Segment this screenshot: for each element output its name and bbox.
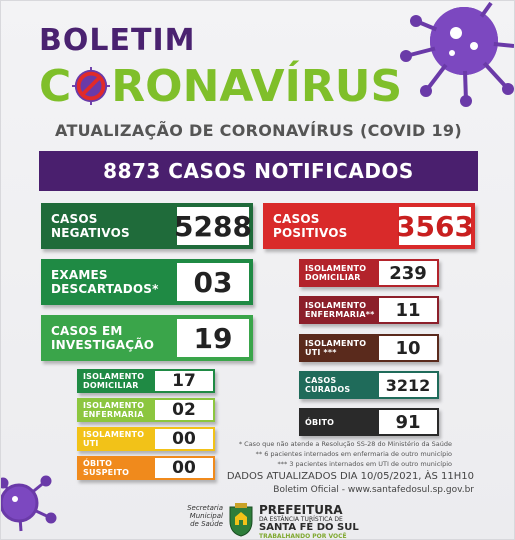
box-right-iso-enfermaria-value: 11 xyxy=(379,298,437,322)
note-2: ** 6 pacientes internados em enfermaria de outro município xyxy=(255,450,452,458)
box-left-iso-enfermaria: ISOLAMENTO ENFERMARIA 02 xyxy=(77,398,215,422)
box-left-iso-uti: ISOLAMENTO UTI 00 xyxy=(77,427,215,451)
box-positivos xyxy=(263,203,475,249)
virus-top-right-icon xyxy=(396,1,515,121)
box-obito-value: 91 xyxy=(379,410,437,434)
box-positivos-label: CASOS POSITIVOS xyxy=(273,212,348,240)
box-positivos-value: 3563 xyxy=(399,207,471,245)
title-ronavirus: RONAVÍRUS xyxy=(111,61,403,112)
update-date: DADOS ATUALIZADOS DIA 10/05/2021, ÀS 11H10 xyxy=(226,471,474,482)
box-obito-suspeito-value: 00 xyxy=(155,458,213,478)
subtitle: ATUALIZAÇÃO DE CORONAVÍRUS (COVID 19) xyxy=(55,121,462,140)
footer xyxy=(1,501,515,540)
note-3: *** 3 pacientes internados em UTI de outro município xyxy=(277,460,452,468)
title-c: C xyxy=(39,61,72,112)
box-obito: ÓBITO 91 xyxy=(299,408,439,436)
box-left-iso-enfermaria-value: 02 xyxy=(155,400,213,420)
virus-ban-icon xyxy=(72,67,110,105)
title-coronavirus xyxy=(39,61,402,112)
total-notified-banner: 8873 CASOS NOTIFICADOS xyxy=(39,151,478,191)
box-right-iso-domiciliar: ISOLAMENTO DOMICILIAR 239 xyxy=(299,259,439,287)
box-curados: CASOS CURADOS 3212 xyxy=(299,371,439,399)
secretaria-label: Secretaria Municipal de Saúde xyxy=(187,504,223,528)
box-right-iso-uti: ISOLAMENTO UTI *** 10 xyxy=(299,334,439,362)
box-right-iso-uti-value: 10 xyxy=(379,336,437,360)
note-1: * Caso que não atende a Resolução SS-28 do Ministério da Saúde xyxy=(238,440,452,448)
box-right-iso-enfermaria: ISOLAMENTO ENFERMARIA** 11 xyxy=(299,296,439,324)
box-investigacao-label: CASOS EM INVESTIGAÇÃO xyxy=(51,324,155,352)
box-obito-suspeito: ÓBITO SUSPEITO 00 xyxy=(77,456,215,480)
coat-of-arms-icon xyxy=(227,503,255,537)
box-descartados-label: EXAMES DESCARTADOS* xyxy=(51,268,159,296)
box-right-iso-domiciliar-value: 239 xyxy=(379,261,437,285)
box-left-iso-uti-value: 00 xyxy=(155,429,213,449)
box-investigacao-value: 19 xyxy=(177,319,249,357)
box-descartados-value: 03 xyxy=(177,263,249,301)
prefeitura-title: PREFEITURA xyxy=(259,503,343,517)
box-negativos xyxy=(41,203,253,249)
title-boletim: BOLETIM xyxy=(39,23,196,58)
box-left-iso-domiciliar-value: 17 xyxy=(155,371,213,391)
box-curados-value: 3212 xyxy=(379,373,437,397)
box-left-iso-domiciliar: ISOLAMENTO DOMICILIAR 17 xyxy=(77,369,215,393)
prefeitura-subtitle: DA ESTÂNCIA TURÍSTICA DE xyxy=(259,516,343,523)
prefeitura-city: SANTA FÉ DO SUL xyxy=(259,522,359,533)
prefeitura-tagline: TRABALHANDO POR VOCÊ xyxy=(259,533,347,540)
official-site-link[interactable]: Boletim Oficial - www.santafedosul.sp.gov.br xyxy=(273,485,474,495)
box-descartados xyxy=(41,259,253,305)
box-investigacao xyxy=(41,315,253,361)
box-negativos-label: CASOS NEGATIVOS xyxy=(51,212,130,240)
box-negativos-value: 5288 xyxy=(177,207,249,245)
